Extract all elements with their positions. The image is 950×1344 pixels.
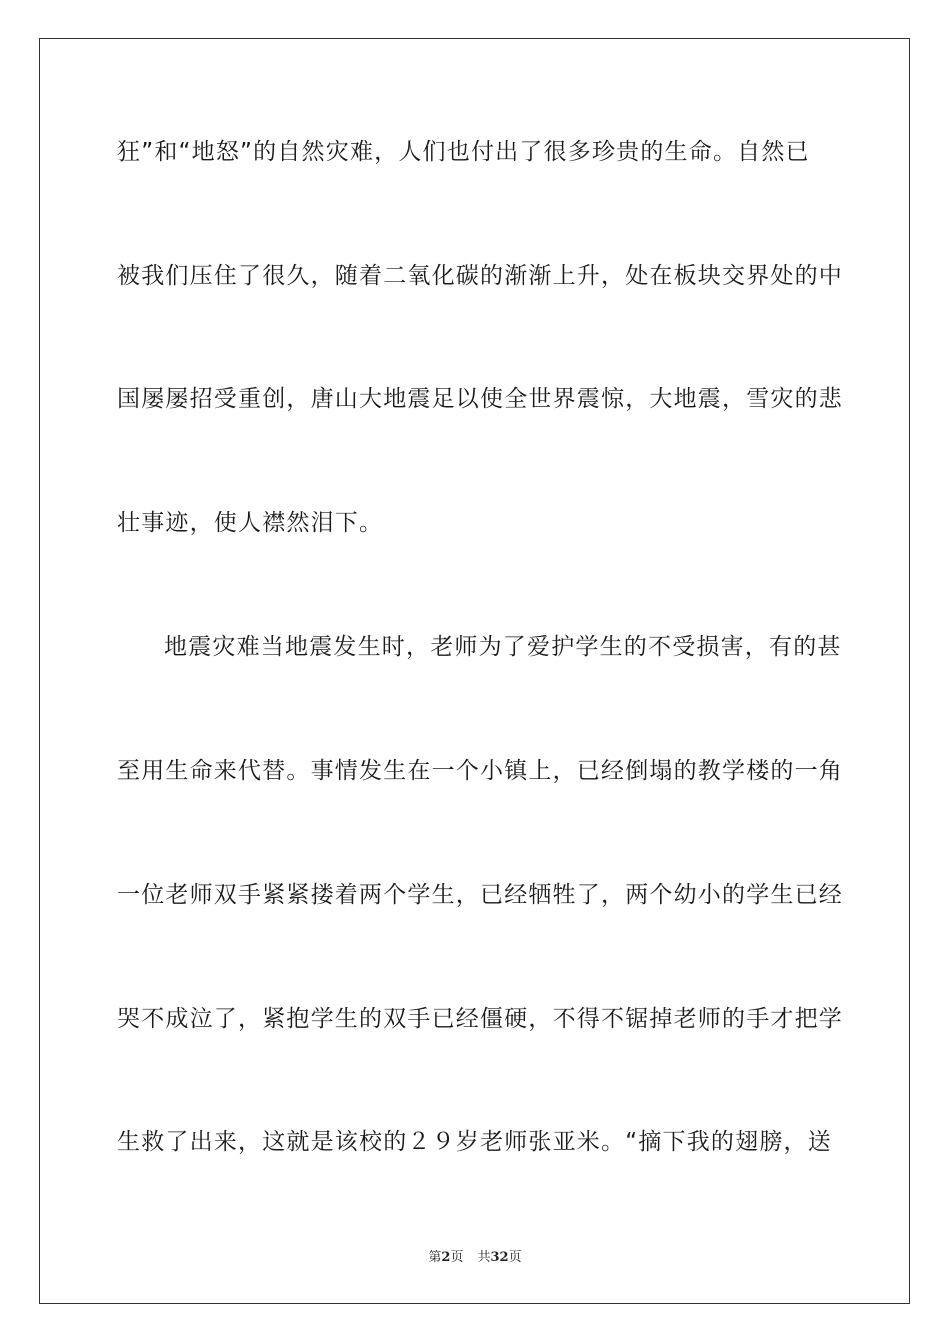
page-number: 2 — [441, 1250, 451, 1265]
text-line: 一位老师双手紧紧搂着两个学生，已经牺牲了，两个幼小的学生已经 — [117, 882, 843, 908]
text-line: 被我们压住了很久，随着二氧化碳的渐渐上升，处在板块交界处的中 — [117, 263, 843, 289]
text-line: 哭不成泣了，紧抱学生的双手已经僵硬，不得不锯掉老师的手才把学 — [117, 1006, 843, 1032]
paragraph-first-line: 地震灾难当地震发生时，老师为了爱护学生的不受损害，有的甚 — [164, 634, 842, 660]
total-suffix: 页 — [508, 1250, 522, 1265]
text-line: 生救了出来，这就是该校的２９岁老师张亚米。“摘下我的翅膀，送 — [117, 1129, 832, 1155]
text-line: 壮事迹，使人襟然泪下。 — [117, 510, 384, 536]
page-prefix: 第 — [428, 1250, 442, 1265]
page-suffix: 页 — [450, 1250, 464, 1265]
page-border — [39, 38, 910, 1304]
text-line: 狂”和“地怒”的自然灾难，人们也付出了很多珍贵的生命。自然已 — [117, 139, 810, 165]
text-line: 至用生命来代替。事情发生在一个小镇上，已经倒塌的教学楼的一角 — [117, 758, 843, 784]
total-pages: 32 — [490, 1250, 509, 1265]
page-footer — [0, 1246, 950, 1265]
total-prefix: 共 — [477, 1250, 491, 1265]
text-line: 国屡屡招受重创，唐山大地震足以使全世界震惊，大地震，雪灾的悲 — [117, 386, 843, 412]
